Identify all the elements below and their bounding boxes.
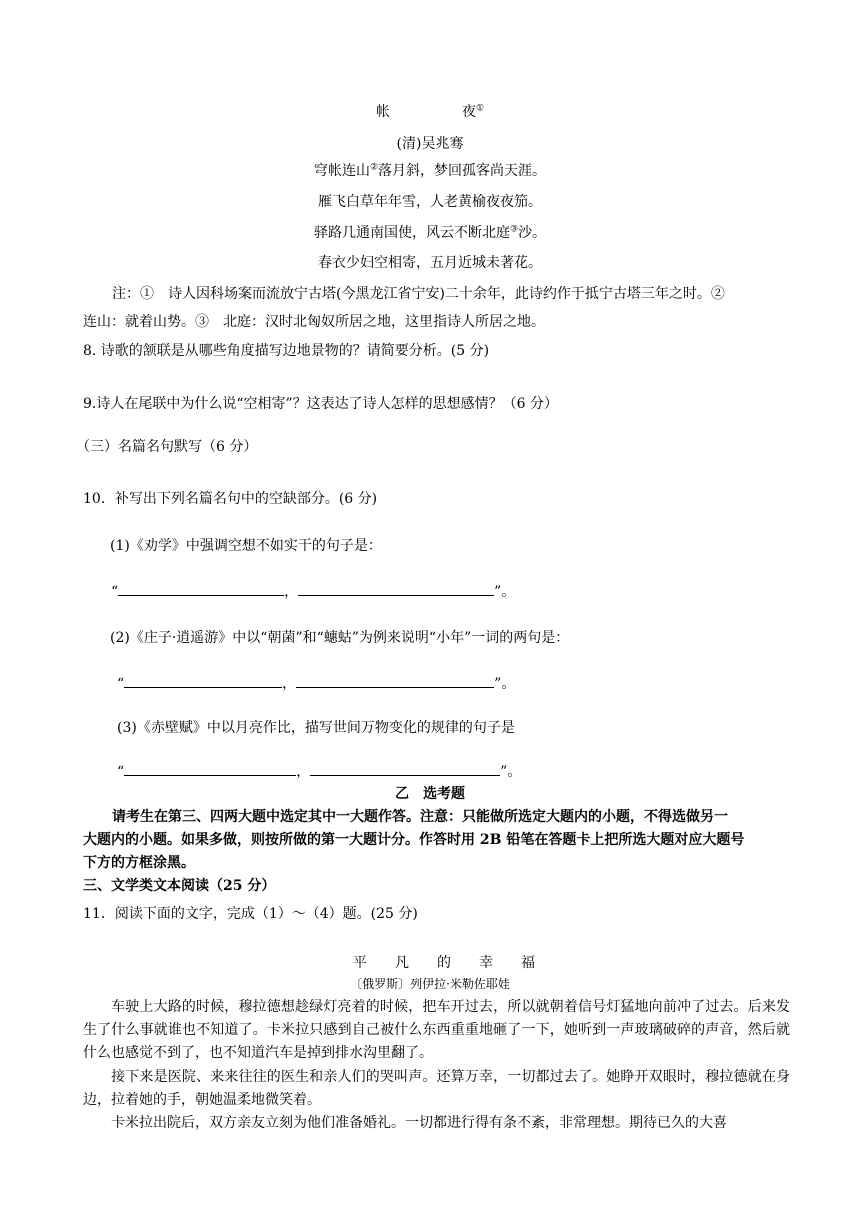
close-quote: ”。 — [494, 676, 516, 692]
question-10-3: (3)《赤壁赋》中以月亮作比，描写世间万物变化的规律的句子是 — [117, 720, 515, 736]
answer-blank[interactable] — [296, 673, 494, 688]
question-10: 10．补写出下列名篇名句中的空缺部分。(6 分) — [83, 491, 378, 507]
answer-blank[interactable] — [124, 761, 296, 776]
poem-line-3 — [0, 223, 860, 243]
footnote-mark: ① — [475, 103, 485, 114]
section-b-heading: 乙 选考题 — [395, 786, 465, 802]
open-quote: “ — [117, 764, 125, 780]
section-b-instructions-2: 大题内的小题。如果多做，则按所做的第一大题计分。作答时用 2B 铅笔在答题卡上把所选大题对应大题号 — [83, 832, 745, 848]
story-paragraph-2-text: 接下来是医院、来来往往的医生和亲人们的哭叫声。还算万幸，一切都过去了。她睁开双眼时，穆拉德就在身边，拉着她的手，朝她温柔地微笑着。 — [83, 1069, 790, 1108]
question-10-1: (1)《劝学》中强调空想不如实干的句子是： — [110, 538, 382, 554]
story-paragraph-1 — [83, 996, 790, 1065]
poem-author: (清)吴兆骞 — [396, 136, 464, 152]
answer-line-10-1 — [111, 581, 515, 602]
footnote-mark: ③ — [509, 224, 519, 235]
section-b-instructions-1: 请考生在第三、四两大题中选定其中一大题作答。注意：只能做所选定大题内的小题，不得选做另一 — [112, 809, 728, 825]
answer-blank[interactable] — [124, 673, 282, 688]
comma: ， — [282, 676, 297, 692]
close-quote: ”。 — [500, 764, 522, 780]
story-paragraph-1-text: 车驶上大路的时候，穆拉德想趁绿灯亮着的时候，把车开过去，所以就朝着信号灯猛地向前冲了过去。后来发生了什么事就谁也不知道了。卡米拉只感到自己被什么东西重重地砸了一下，她听到一声玻璃破碎的声音，然后就什么也感觉不到了，也不知道汽车是掉到排水沟里翻了。 — [83, 999, 790, 1061]
poem-notes-line-2: 连山：就着山势。③ 北庭：汉时北匈奴所居之地，这里指诗人所居之地。 — [83, 314, 545, 330]
answer-blank[interactable] — [310, 761, 500, 776]
story-paragraph-3-text: 卡米拉出院后，双方亲友立刻为他们准备婚礼。一切都进行得有条不紊，非常理想。期待已久的大喜 — [111, 1115, 727, 1131]
poem-line-2: 雁飞白草年年雪，人老黄榆夜夜笳。 — [318, 194, 542, 210]
question-8: 8. 诗歌的颔联是从哪些角度描写边地景物的？请简要分析。(5 分) — [83, 343, 490, 359]
answer-blank[interactable] — [118, 581, 284, 596]
poem-title-char-2: 夜 — [461, 104, 476, 120]
story-paragraph-3 — [83, 1112, 790, 1135]
poem-line-4: 春衣少妇空相寄，五月近城未著花。 — [318, 255, 542, 271]
close-quote: ”。 — [494, 584, 516, 600]
poem-line-3-b: 沙。 — [518, 225, 547, 241]
open-quote: “ — [117, 676, 125, 692]
open-quote: “ — [111, 584, 119, 600]
footnote-mark: ② — [369, 162, 379, 173]
story-author: 〔俄罗斯〕列伊拉·米勒佐耶娃 — [350, 977, 510, 991]
section-b-instructions-3: 下方的方框涂黑。 — [83, 855, 195, 871]
comma: ， — [296, 764, 311, 780]
question-10-2: (2)《庄子·逍遥游》中以“朝菌”和“蟪蛄”为例来说明“小年”一词的两句是： — [110, 630, 570, 646]
poem-line-3-a: 驿路几通南国使，风云不断北庭 — [313, 225, 510, 241]
poem-line-1-a: 穹帐连山 — [313, 163, 370, 179]
poem-notes-line-1: 注：① 诗人因科场案而流放宁古塔(今黑龙江省宁安)二十余年，此诗约作于抵宁古塔三年之时。② — [112, 286, 725, 302]
answer-line-10-3 — [117, 761, 521, 782]
poem-title-char-1: 帐 — [375, 104, 390, 120]
answer-line-10-2 — [117, 673, 515, 694]
poem-line-1 — [0, 161, 860, 181]
poem-line-1-b: 落月斜，梦回孤客尚天涯。 — [378, 163, 547, 179]
poem-title — [0, 102, 860, 122]
story-title: 平凡的幸福 — [353, 955, 563, 971]
answer-blank[interactable] — [298, 581, 494, 596]
question-9: 9.诗人在尾联中为什么说“空相寄”？这表达了诗人怎样的思想感情？（6 分） — [83, 396, 559, 412]
section-heading-3: （三）名篇名句默写（6 分） — [76, 439, 258, 455]
story-paragraph-2 — [83, 1066, 790, 1112]
question-11: 11．阅读下面的文字，完成（1）～（4）题。(25 分) — [83, 906, 418, 922]
part-3-heading: 三、文学类文本阅读（25 分） — [83, 878, 276, 894]
comma: ， — [284, 584, 299, 600]
